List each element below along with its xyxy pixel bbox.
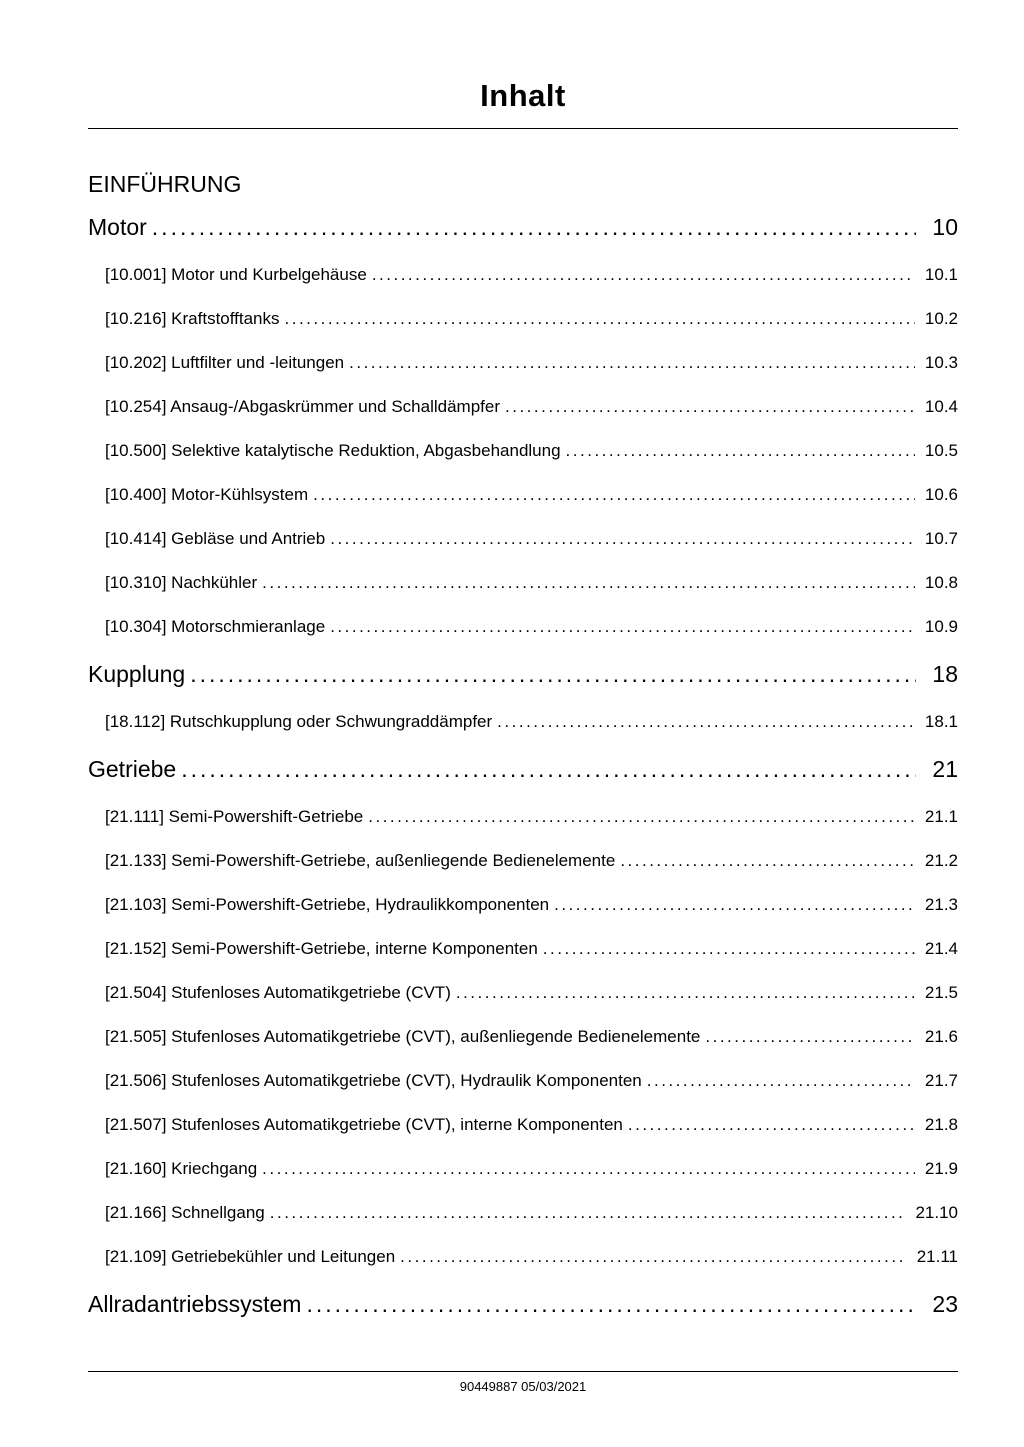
toc-item-label: [10.254] Ansaug-/Abgaskrümmer und Schalldämpfer — [105, 397, 501, 416]
toc-item-row — [105, 297, 958, 341]
toc-item-page: 18.1 — [924, 712, 958, 731]
toc-item-page: 21.11 — [916, 1247, 958, 1266]
toc-item-page: 21.8 — [924, 1115, 958, 1134]
title-rule — [88, 128, 958, 129]
toc-item-row — [105, 971, 958, 1015]
toc-item-row — [105, 1235, 958, 1279]
toc-section-page: 18 — [932, 661, 958, 687]
toc-item-page: 21.1 — [924, 807, 958, 826]
toc-item-row — [105, 883, 958, 927]
toc-section-row — [88, 744, 958, 795]
dot-leader — [647, 1070, 915, 1091]
toc-item-label: [10.216] Kraftstofftanks — [105, 309, 280, 328]
toc-section-row — [88, 649, 958, 700]
page-title: Inhalt — [480, 78, 566, 113]
dot-leader — [628, 1114, 915, 1135]
toc-item-row — [105, 1015, 958, 1059]
toc-item-label: [10.001] Motor und Kurbelgehäuse — [105, 265, 367, 284]
dot-leader — [330, 616, 915, 637]
toc-item-label: [10.310] Nachkühler — [105, 573, 258, 592]
page-footer — [88, 1371, 958, 1395]
toc-item-page: 10.8 — [924, 573, 958, 592]
toc-item-page: 10.3 — [924, 353, 958, 372]
toc-section-label: Motor — [88, 214, 147, 240]
toc-section-page: 10 — [932, 214, 958, 240]
toc-item-label: [21.160] Kriechgang — [105, 1159, 258, 1178]
toc-item-row — [105, 1103, 958, 1147]
toc-item-page: 21.6 — [924, 1027, 958, 1046]
toc-item-label: [21.166] Schnellgang — [105, 1203, 265, 1222]
dot-leader — [400, 1246, 907, 1267]
toc-item-label: [18.112] Rutschkupplung oder Schwungraddämpfer — [105, 712, 493, 731]
toc-item-label: [10.400] Motor-Kühlsystem — [105, 485, 309, 504]
dot-leader — [152, 214, 917, 241]
toc-item-row — [105, 839, 958, 883]
toc-item-page: 21.2 — [924, 851, 958, 870]
toc-item-page: 10.5 — [924, 441, 958, 460]
toc-item-label: [21.109] Getriebekühler und Leitungen — [105, 1247, 396, 1266]
intro-heading: EINFÜHRUNG — [88, 171, 242, 197]
dot-leader — [543, 938, 915, 959]
toc-item-row — [105, 1191, 958, 1235]
toc-item-page: 21.10 — [915, 1203, 958, 1222]
dot-leader — [497, 711, 915, 732]
toc-item-label: [10.304] Motorschmieranlage — [105, 617, 326, 636]
toc-item-row — [105, 385, 958, 429]
dot-leader — [306, 1291, 916, 1318]
footer-text: 90449887 05/03/2021 — [459, 1379, 587, 1394]
dot-leader — [330, 528, 915, 549]
toc-item-label: [21.103] Semi-Powershift-Getriebe, Hydraulikkomponenten — [105, 895, 550, 914]
toc-section-row — [88, 202, 958, 253]
dot-leader — [705, 1026, 915, 1047]
toc-item-label: [21.505] Stufenloses Automatikgetriebe (CVT), außenliegende Bedienelemente — [105, 1027, 701, 1046]
toc-item-page: 21.9 — [924, 1159, 958, 1178]
toc-item-page: 21.5 — [924, 983, 958, 1002]
toc-item-row — [105, 1147, 958, 1191]
toc-item-label: [21.111] Semi-Powershift-Getriebe — [105, 807, 364, 826]
toc-item-row — [105, 700, 958, 744]
toc-item-row — [105, 341, 958, 385]
dot-leader — [262, 1158, 915, 1179]
dot-leader — [285, 308, 915, 329]
dot-leader — [456, 982, 915, 1003]
dot-leader — [368, 806, 915, 827]
dot-leader — [554, 894, 915, 915]
dot-leader — [262, 572, 915, 593]
toc-item-row — [105, 429, 958, 473]
toc-item-page: 21.4 — [924, 939, 958, 958]
toc-item-row — [105, 795, 958, 839]
toc-item-row — [105, 605, 958, 649]
dot-leader — [505, 396, 915, 417]
toc-section-page: 23 — [932, 1291, 958, 1317]
toc-item-page: 10.6 — [924, 485, 958, 504]
toc-item-page: 10.9 — [924, 617, 958, 636]
toc-item-label: [21.152] Semi-Powershift-Getriebe, interne Komponenten — [105, 939, 538, 958]
toc-item-page: 21.7 — [924, 1071, 958, 1090]
toc-item-label: [10.414] Gebläse und Antrieb — [105, 529, 326, 548]
toc-item-label: [10.500] Selektive katalytische Reduktion, Abgasbehandlung — [105, 441, 561, 460]
toc-item-page: 10.1 — [924, 265, 958, 284]
toc-list — [88, 202, 958, 1330]
toc-item-label: [21.507] Stufenloses Automatikgetriebe (CVT), interne Komponenten — [105, 1115, 623, 1134]
toc-item-page: 21.3 — [924, 895, 958, 914]
toc-item-page: 10.7 — [924, 529, 958, 548]
dot-leader — [620, 850, 915, 871]
toc-item-row — [105, 473, 958, 517]
toc-item-label: [21.504] Stufenloses Automatikgetriebe (CVT) — [105, 983, 451, 1002]
toc-section-label: Kupplung — [88, 661, 186, 687]
toc-section-label: Allradantriebssystem — [88, 1291, 302, 1317]
dot-leader — [313, 484, 915, 505]
toc-item-row — [105, 253, 958, 297]
toc-item-label: [21.506] Stufenloses Automatikgetriebe (CVT), Hydraulik Komponenten — [105, 1071, 642, 1090]
toc-item-page: 10.2 — [924, 309, 958, 328]
toc-item-label: [10.202] Luftfilter und -leitungen — [105, 353, 345, 372]
dot-leader — [566, 440, 915, 461]
toc-item-row — [105, 517, 958, 561]
toc-item-label: [21.133] Semi-Powershift-Getriebe, außenliegende Bedienelemente — [105, 851, 616, 870]
toc-item-page: 10.4 — [924, 397, 958, 416]
toc-item-row — [105, 561, 958, 605]
dot-leader — [190, 661, 916, 688]
dot-leader — [372, 264, 915, 285]
toc-section-label: Getriebe — [88, 756, 177, 782]
toc-section-row — [88, 1279, 958, 1330]
toc-item-row — [105, 927, 958, 971]
toc-item-row — [105, 1059, 958, 1103]
dot-leader — [349, 352, 915, 373]
dot-leader — [270, 1202, 906, 1223]
dot-leader — [181, 756, 916, 783]
toc-section-page: 21 — [932, 756, 958, 782]
